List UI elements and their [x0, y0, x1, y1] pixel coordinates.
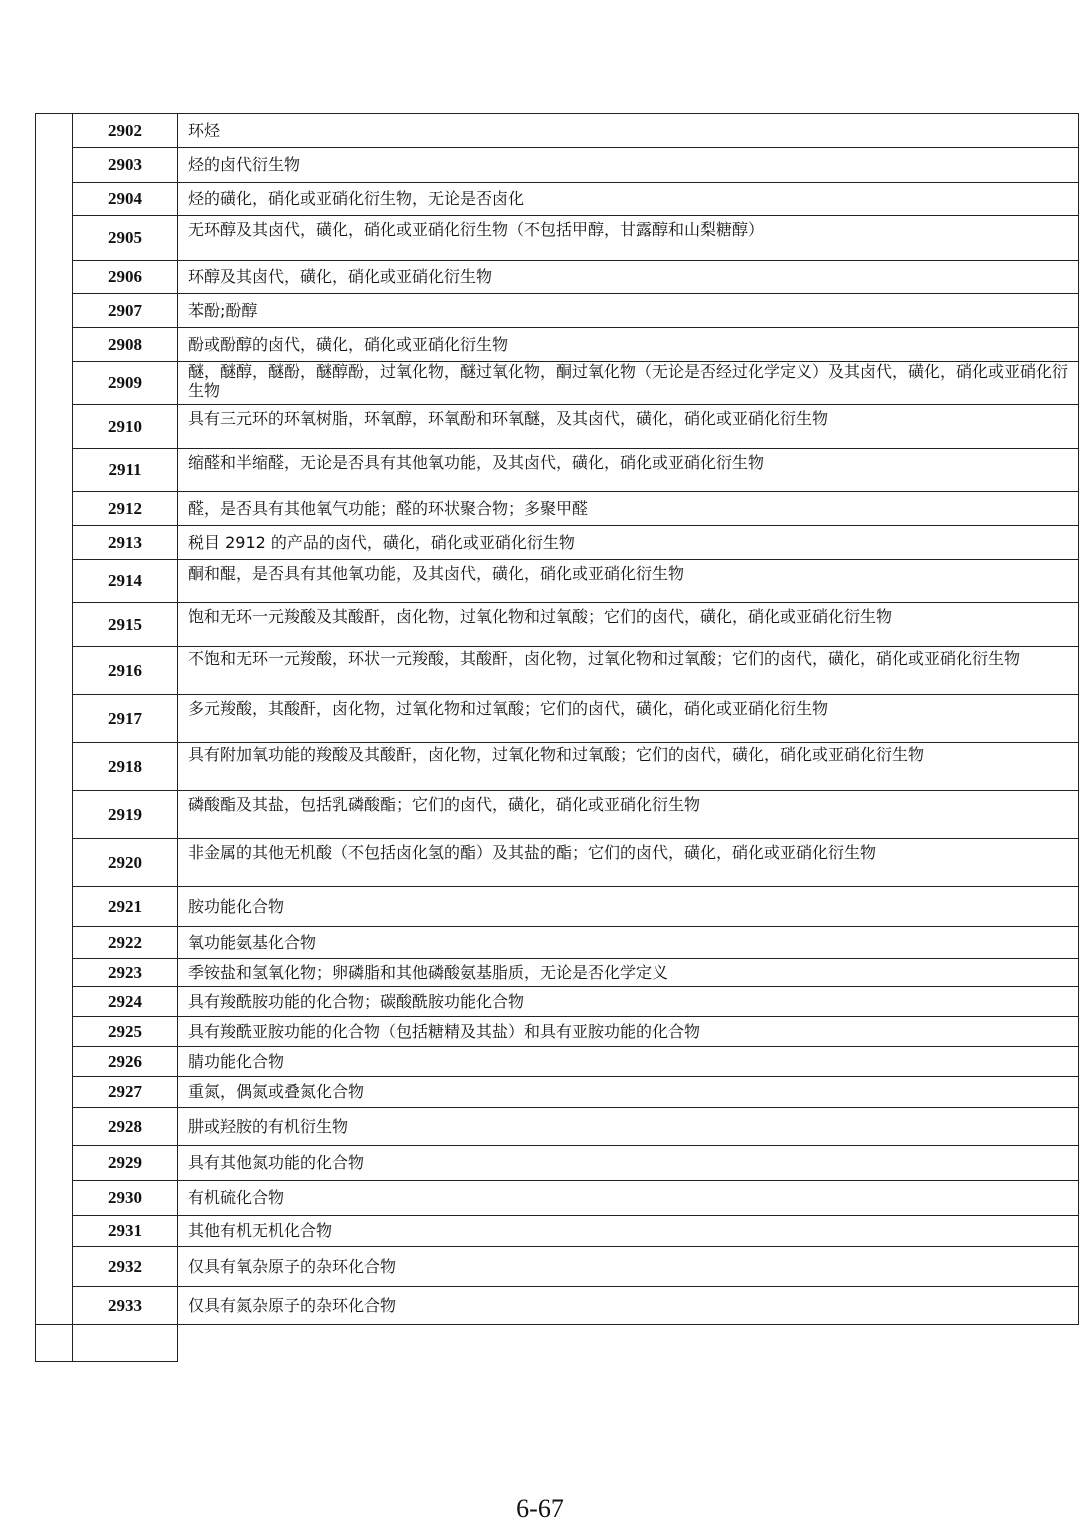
table-row	[36, 114, 1079, 148]
hs-description: 具有三元环的环氧树脂，环氧醇，环氧酚和环氧醚，及其卤代，磺化，硝化或亚硝化衍生物	[178, 405, 1079, 449]
hs-description: 苯酚;酚醇	[178, 294, 1079, 328]
hs-code: 2902	[73, 114, 178, 148]
table-row	[36, 449, 1079, 492]
table-row	[36, 959, 1079, 987]
hs-description: 重氮，偶氮或叠氮化合物	[178, 1077, 1079, 1108]
hs-description: 环烃	[178, 114, 1079, 148]
table-row	[36, 1325, 1079, 1362]
table-row	[36, 743, 1079, 791]
hs-code: 2919	[73, 791, 178, 839]
table-row	[36, 647, 1079, 695]
hs-description: 磷酸酯及其盐，包括乳磷酸酯；它们的卤代，磺化，硝化或亚硝化衍生物	[178, 791, 1079, 839]
table-row	[36, 1077, 1079, 1108]
hs-description: 无环醇及其卤代，磺化，硝化或亚硝化衍生物（不包括甲醇，甘露醇和山梨糖醇）	[178, 216, 1079, 261]
hs-description: 胺功能化合物	[178, 887, 1079, 927]
table-row	[36, 1017, 1079, 1047]
hs-code: 2925	[73, 1017, 178, 1047]
table-row	[36, 1247, 1079, 1287]
hs-code: 2932	[73, 1247, 178, 1287]
hs-description: 醚，醚醇，醚酚，醚醇酚，过氧化物，醚过氧化物，酮过氧化物（无论是否经过化学定义）及其卤代，磺化，硝化或亚硝化衍生物	[178, 362, 1079, 405]
hs-code: 2930	[73, 1181, 178, 1216]
blank-column	[36, 114, 73, 1325]
hs-code: 2912	[73, 492, 178, 526]
table-row	[36, 405, 1079, 449]
hs-code: 2933	[73, 1287, 178, 1325]
hs-description: 具有其他氮功能的化合物	[178, 1146, 1079, 1181]
hs-code: 2909	[73, 362, 178, 405]
hs-code: 2924	[73, 987, 178, 1017]
hs-description: 醛，是否具有其他氧气功能；醛的环状聚合物；多聚甲醛	[178, 492, 1079, 526]
table-row	[36, 362, 1079, 405]
hs-description: 酚或酚醇的卤代，磺化，硝化或亚硝化衍生物	[178, 328, 1079, 362]
table-row	[36, 183, 1079, 216]
hs-description	[73, 1325, 178, 1362]
hs-description: 仅具有氮杂原子的杂环化合物	[178, 1287, 1079, 1325]
table-row	[36, 839, 1079, 887]
hs-code: 2910	[73, 405, 178, 449]
hs-description: 仅具有氧杂原子的杂环化合物	[178, 1247, 1079, 1287]
hs-code: 2903	[73, 148, 178, 183]
hs-description: 酮和醌，是否具有其他氧功能，及其卤代，磺化，硝化或亚硝化衍生物	[178, 560, 1079, 603]
hs-code: 2928	[73, 1108, 178, 1146]
hs-code: 2908	[73, 328, 178, 362]
hs-code: 2920	[73, 839, 178, 887]
hs-code: 2914	[73, 560, 178, 603]
hs-description: 其他有机无机化合物	[178, 1216, 1079, 1247]
hs-description: 缩醛和半缩醛，无论是否具有其他氧功能，及其卤代，磺化，硝化或亚硝化衍生物	[178, 449, 1079, 492]
hs-description: 烃的磺化，硝化或亚硝化衍生物，无论是否卤化	[178, 183, 1079, 216]
table-row	[36, 603, 1079, 647]
hs-description: 季铵盐和氢氧化物；卵磷脂和其他磷酸氨基脂质，无论是否化学定义	[178, 959, 1079, 987]
hs-description: 氧功能氨基化合物	[178, 927, 1079, 959]
table-row	[36, 887, 1079, 927]
hs-description: 具有附加氧功能的羧酸及其酸酐，卤化物，过氧化物和过氧酸；它们的卤代，磺化，硝化或亚硝化衍生物	[178, 743, 1079, 791]
page-number: 6-67	[516, 1494, 564, 1523]
table-row	[36, 560, 1079, 603]
hs-code: 2917	[73, 695, 178, 743]
table-row	[36, 1146, 1079, 1181]
hs-code: 2931	[73, 1216, 178, 1247]
hs-code	[36, 1325, 73, 1362]
hs-code: 2915	[73, 603, 178, 647]
hs-description: 饱和无环一元羧酸及其酸酐，卤化物，过氧化物和过氧酸；它们的卤代，磺化，硝化或亚硝化衍生物	[178, 603, 1079, 647]
table-row	[36, 1108, 1079, 1146]
hs-code: 2911	[73, 449, 178, 492]
hs-code: 2929	[73, 1146, 178, 1181]
hs-description: 多元羧酸，其酸酐，卤化物，过氧化物和过氧酸；它们的卤代，磺化，硝化或亚硝化衍生物	[178, 695, 1079, 743]
table-row	[36, 492, 1079, 526]
hs-code: 2916	[73, 647, 178, 695]
table-row	[36, 1216, 1079, 1247]
hs-code: 2904	[73, 183, 178, 216]
table-row	[36, 1047, 1079, 1077]
table-row	[36, 261, 1079, 294]
table-row	[36, 1181, 1079, 1216]
table-row	[36, 987, 1079, 1017]
hs-code: 2906	[73, 261, 178, 294]
hs-code: 2923	[73, 959, 178, 987]
hs-description: 肼或羟胺的有机衍生物	[178, 1108, 1079, 1146]
hs-description: 有机硫化合物	[178, 1181, 1079, 1216]
hs-description: 环醇及其卤代，磺化，硝化或亚硝化衍生物	[178, 261, 1079, 294]
hs-code: 2905	[73, 216, 178, 261]
hs-description: 非金属的其他无机酸（不包括卤化氢的酯）及其盐的酯；它们的卤代，磺化，硝化或亚硝化衍生物	[178, 839, 1079, 887]
table-row	[36, 791, 1079, 839]
hs-description: 具有羧酰胺功能的化合物；碳酸酰胺功能化合物	[178, 987, 1079, 1017]
table-row	[36, 294, 1079, 328]
hs-code: 2913	[73, 526, 178, 560]
table-row	[36, 328, 1079, 362]
hs-code: 2918	[73, 743, 178, 791]
hs-code: 2922	[73, 927, 178, 959]
hs-description: 腈功能化合物	[178, 1047, 1079, 1077]
table-row	[36, 148, 1079, 183]
hs-description: 烃的卤代衍生物	[178, 148, 1079, 183]
table-row	[36, 526, 1079, 560]
hs-code: 2927	[73, 1077, 178, 1108]
table-row	[36, 927, 1079, 959]
table-row	[36, 1287, 1079, 1325]
hs-code: 2926	[73, 1047, 178, 1077]
hs-description: 税目 2912 的产品的卤代，磺化，硝化或亚硝化衍生物	[178, 526, 1079, 560]
table-row	[36, 695, 1079, 743]
hs-code-table	[35, 113, 1079, 1362]
table-row	[36, 216, 1079, 261]
hs-code: 2921	[73, 887, 178, 927]
hs-description: 不饱和无环一元羧酸，环状一元羧酸，其酸酐，卤化物，过氧化物和过氧酸；它们的卤代，磺化，硝化或亚硝化衍生物	[178, 647, 1079, 695]
hs-description: 具有羧酰亚胺功能的化合物（包括糖精及其盐）和具有亚胺功能的化合物	[178, 1017, 1079, 1047]
hs-code: 2907	[73, 294, 178, 328]
